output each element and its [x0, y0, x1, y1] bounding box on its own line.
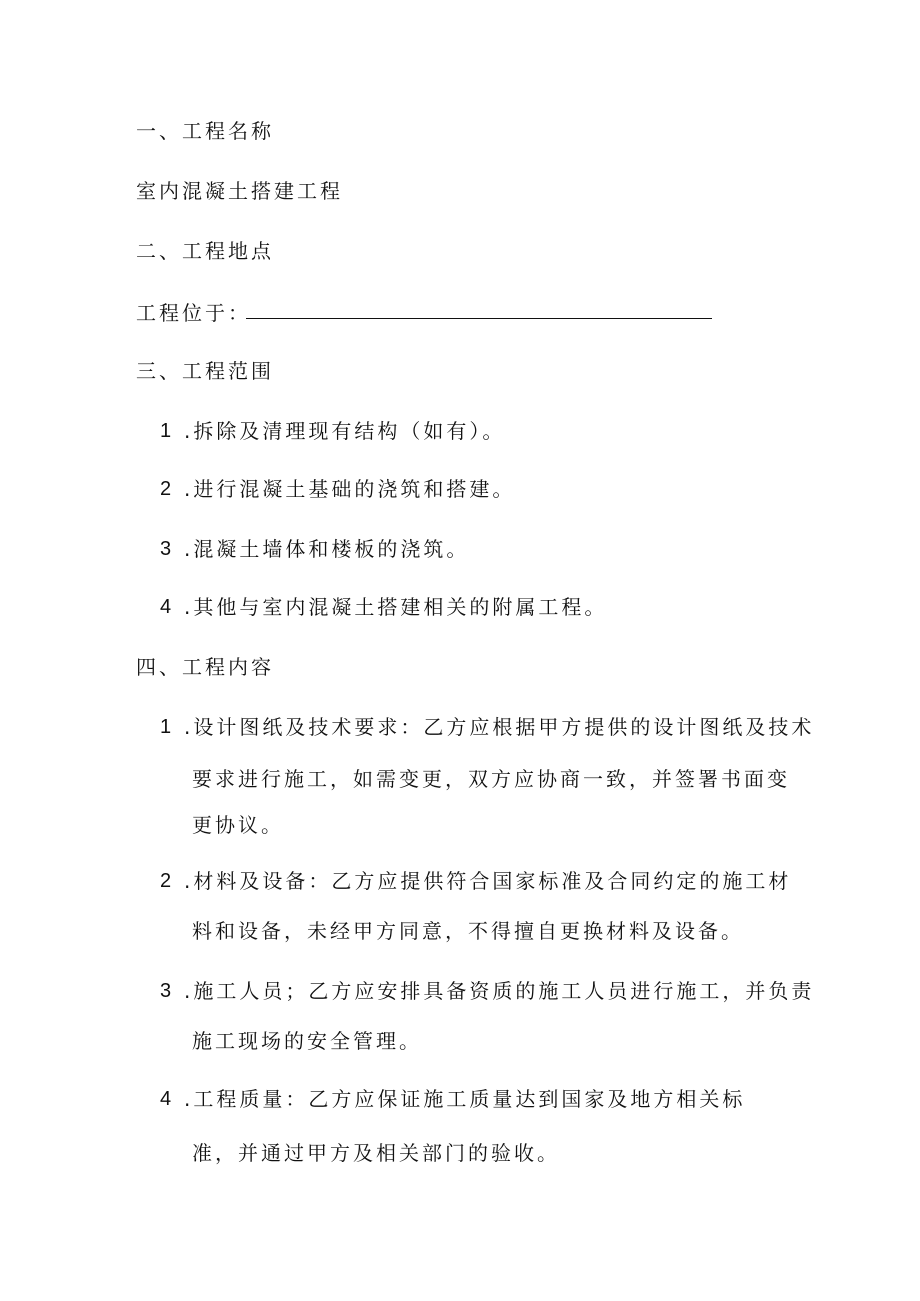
scope-item-number: 4: [160, 596, 172, 618]
content-item-line: 更协议。: [192, 813, 284, 837]
project-name: 室内混凝土搭建工程: [136, 179, 343, 203]
content-item-number: 2: [160, 870, 172, 892]
section-2-heading: 二、工程地点: [136, 239, 274, 263]
section-4-heading: 四、工程内容: [136, 655, 274, 679]
content-item-line: .材料及设备：乙方应提供符合国家标准及合同约定的施工材: [184, 869, 792, 893]
scope-item-number: 1: [160, 420, 172, 442]
content-item-number: 3: [160, 980, 172, 1002]
content-item-line: .工程质量：乙方应保证施工质量达到国家及地方相关标: [184, 1087, 746, 1111]
content-item-line: 料和设备，未经甲方同意，不得擅自更换材料及设备。: [192, 919, 744, 943]
content-item-line: 准，并通过甲方及相关部门的验收。: [192, 1141, 560, 1165]
content-item-number: 1: [160, 716, 172, 738]
section-1-heading: 一、工程名称: [136, 119, 274, 143]
scope-item-number: 3: [160, 538, 172, 560]
content-item-line: .设计图纸及技术要求：乙方应根据甲方提供的设计图纸及技术: [184, 715, 815, 739]
content-item-number: 4: [160, 1088, 172, 1110]
location-label: 工程位于：: [136, 301, 251, 325]
scope-item-number: 2: [160, 478, 172, 500]
section-3-heading: 三、工程范围: [136, 359, 274, 383]
content-item-line: .施工人员；乙方应安排具备资质的施工人员进行施工，并负责: [184, 979, 815, 1003]
scope-item-text: .进行混凝土基础的浇筑和搭建。: [184, 477, 516, 501]
content-item-line: 施工现场的安全管理。: [192, 1029, 422, 1053]
scope-item-text: .拆除及清理现有结构（如有）。: [184, 419, 506, 443]
scope-item-text: .其他与室内混凝土搭建相关的附属工程。: [184, 595, 608, 619]
content-item-line: 要求进行施工，如需变更，双方应协商一致，并签署书面变: [192, 767, 790, 791]
scope-item-text: .混凝土墙体和楼板的浇筑。: [184, 537, 470, 561]
location-blank-line: [246, 318, 712, 319]
